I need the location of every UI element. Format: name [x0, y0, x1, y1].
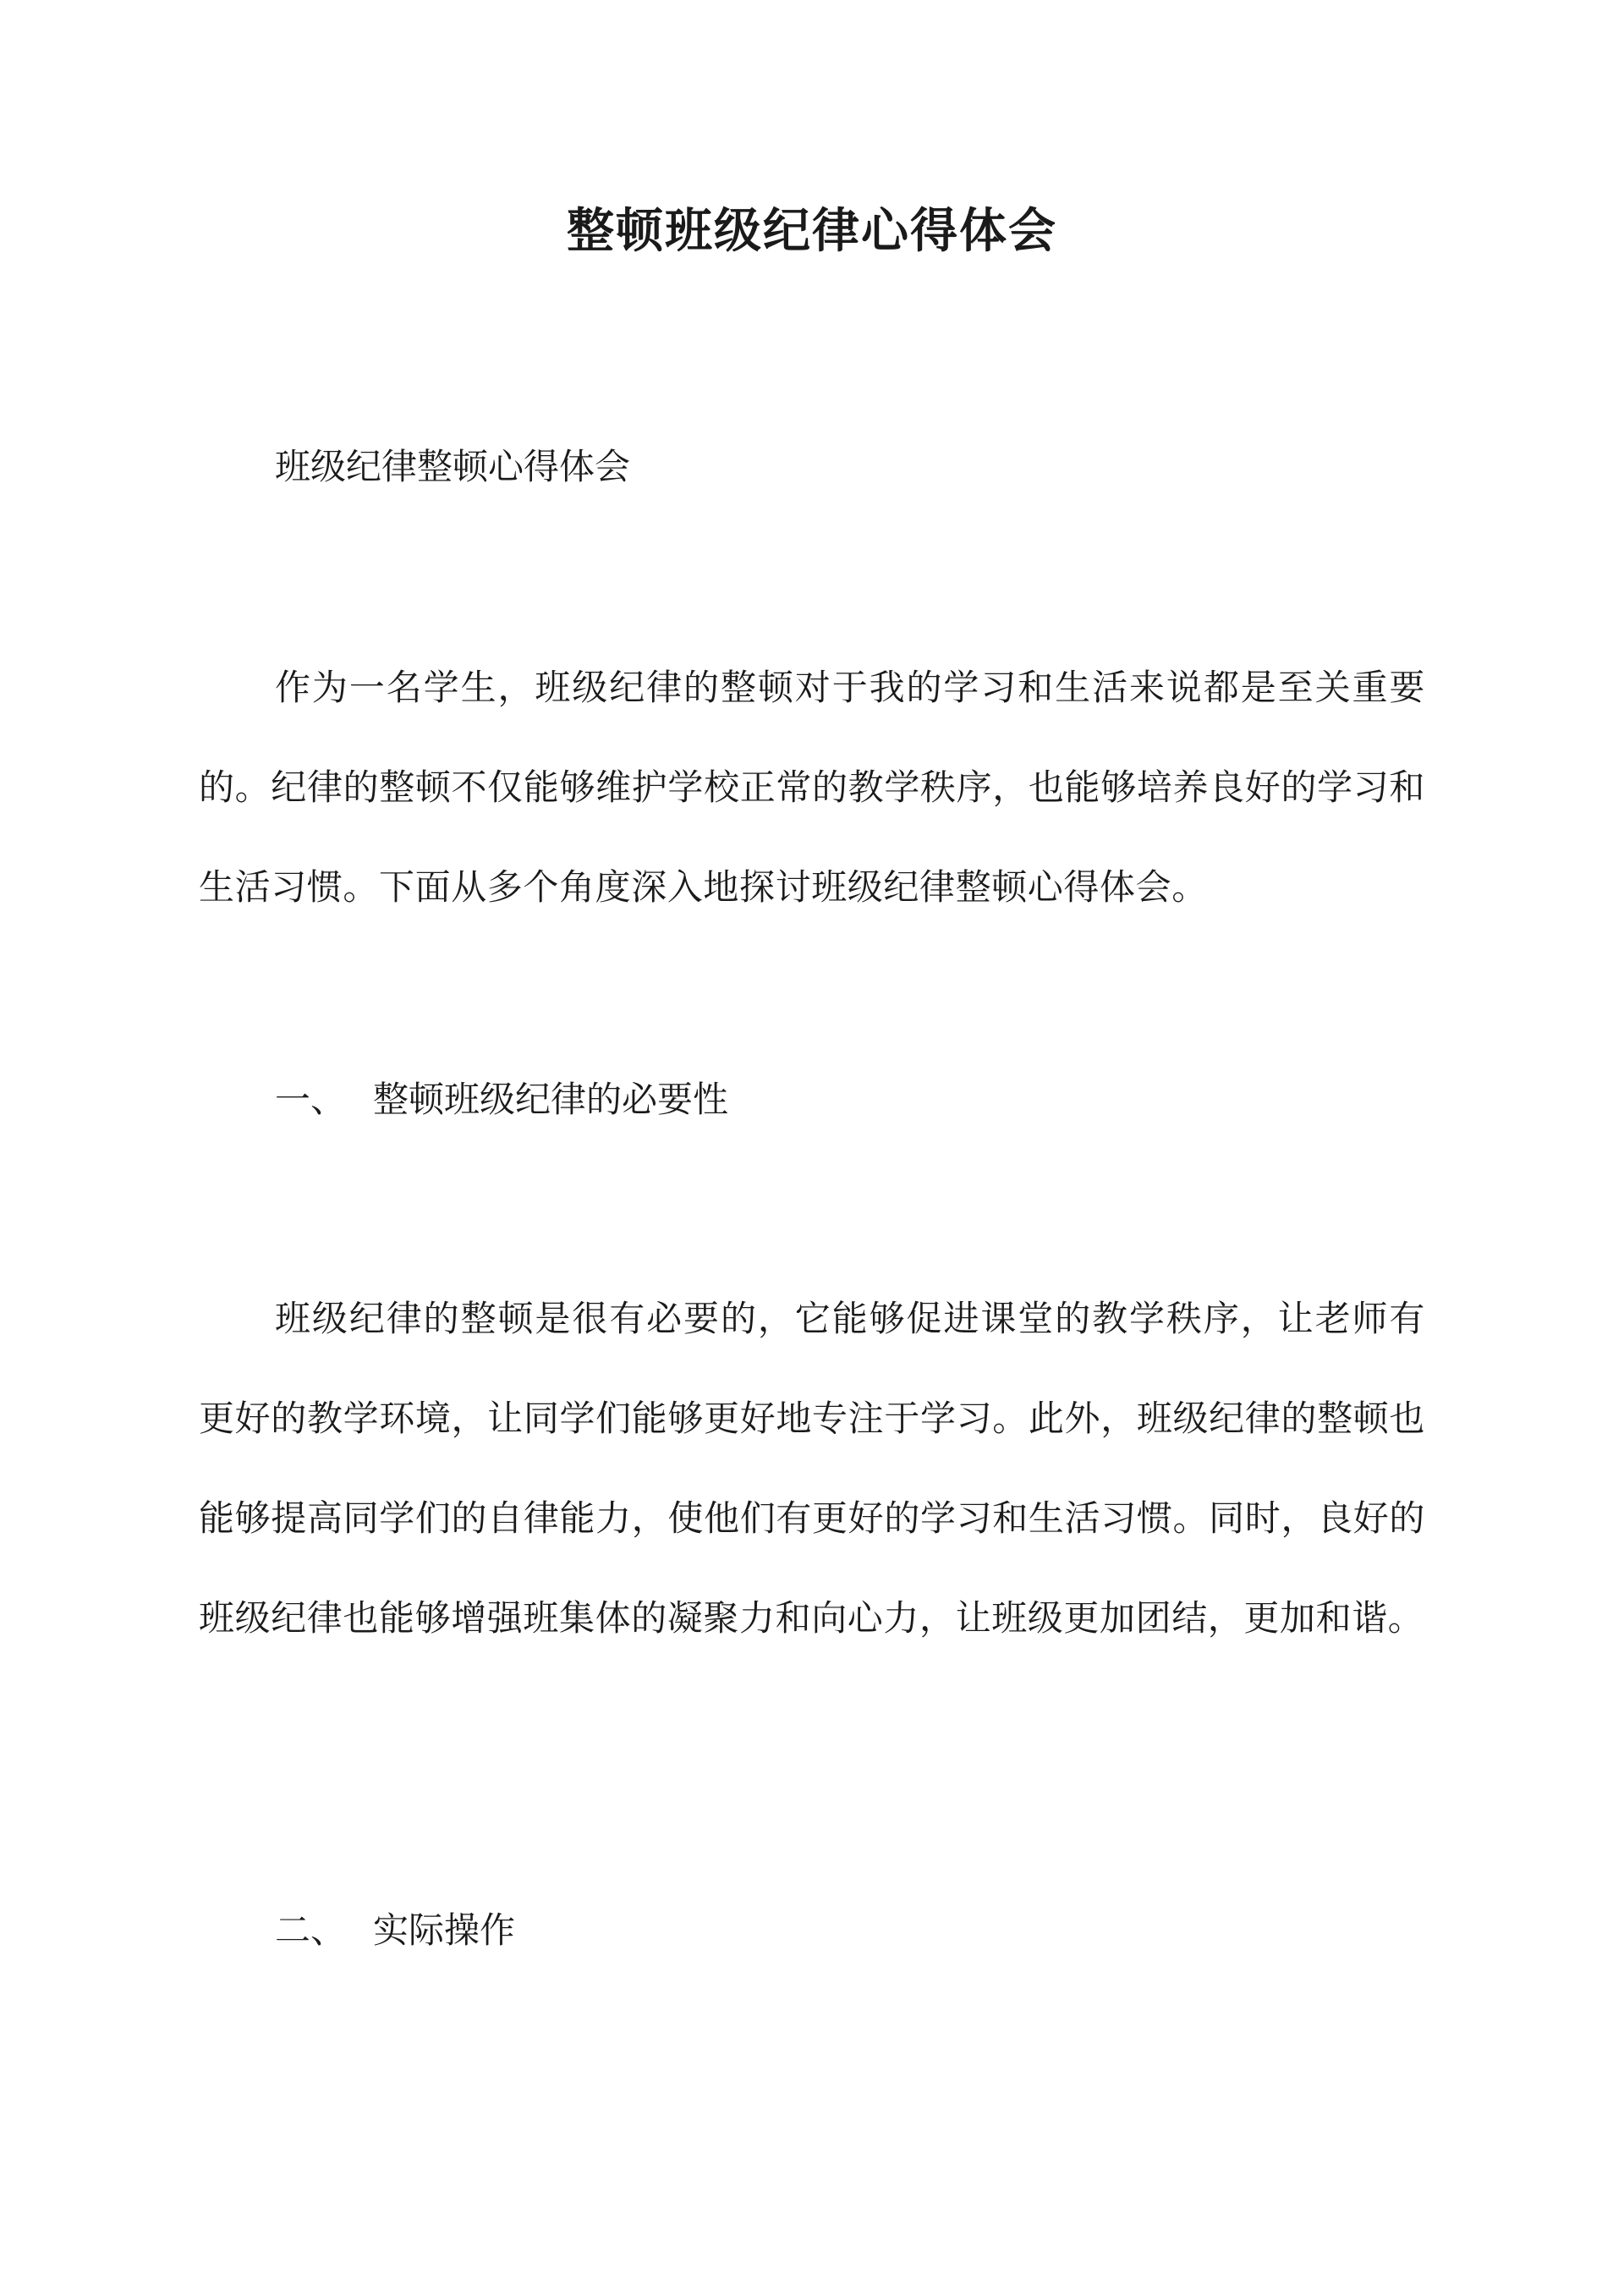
- section-heading-1: [275, 1073, 728, 1127]
- necessity-paragraph: 班级纪律的整顿是很有必要的，它能够促进课堂的教学秩序，让老师有更好的教学环境，让同学们能够更好地专注于学习。此外，班级纪律的整顿也能够提高同学们的自律能力，使他们有更好的学习和生活习惯。同时，良好的班级纪律也能够增强班集体的凝聚力和向心力，让班级更加团结，更加和谐。: [199, 1298, 1425, 1639]
- section-title: 整顿班级纪律的必要性: [373, 1079, 729, 1120]
- document-subtitle: 班级纪律整顿心得体会: [275, 446, 631, 487]
- section-heading-2: [275, 1903, 515, 1958]
- intro-paragraph: 作为一名学生，班级纪律的整顿对于我的学习和生活来说都是至关重要的。纪律的整顿不仅能够维护学校正常的教学秩序，也能够培养良好的学习和生活习惯。下面从多个角度深入地探讨班级纪律整顿心得体会。: [199, 667, 1425, 908]
- section-number: 二、: [275, 1909, 347, 1951]
- document-title: 整顿班级纪律心得体会: [567, 203, 1057, 259]
- section-title: 实际操作: [373, 1909, 516, 1951]
- section-number: 一、: [275, 1079, 347, 1120]
